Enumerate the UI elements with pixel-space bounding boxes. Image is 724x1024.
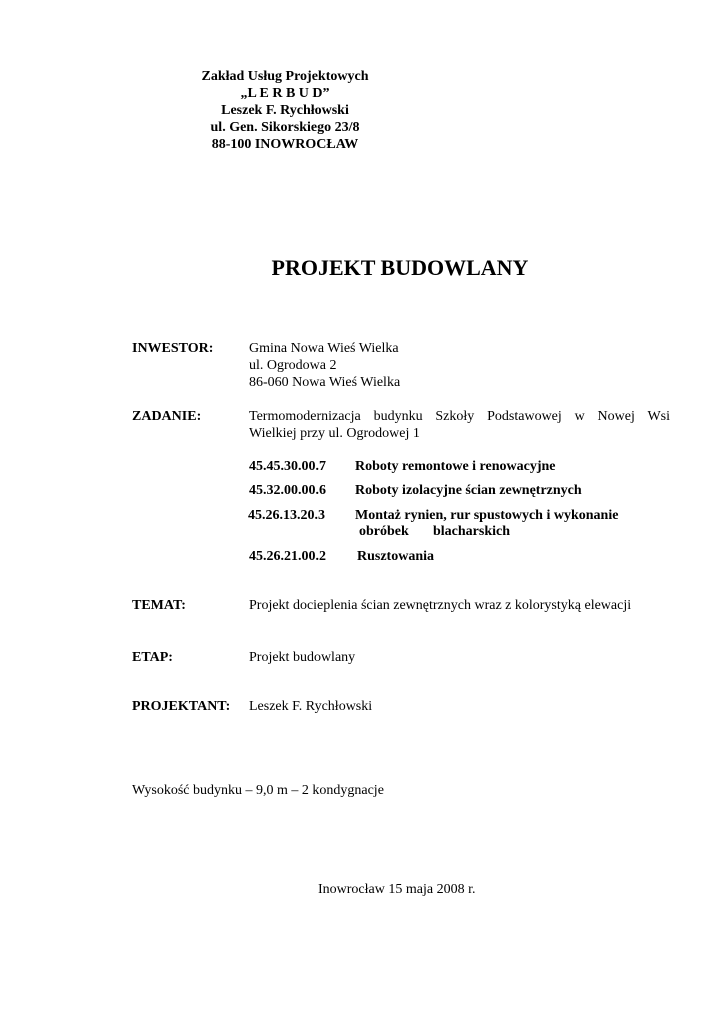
zadanie-line-2: Wielkiej przy ul. Ogrodowej 1	[249, 426, 420, 441]
projektant-value: Leszek F. Rychłowski	[249, 699, 373, 714]
zadanie-label: ZADANIE:	[132, 409, 202, 424]
inwestor-street: ul. Ogrodowa 2	[249, 358, 337, 373]
cpv-description-cont: obróbek	[359, 524, 409, 539]
temat-value: Projekt docieplenia ścian zewnętrznych wraz z kolorystyką elewacji	[249, 598, 632, 613]
cpv-description: Roboty remontowe i renowacyjne	[355, 459, 556, 474]
company-header	[170, 68, 400, 153]
cpv-code: 45.32.00.00.6	[249, 483, 326, 498]
company-name: Zakład Usług Projektowych	[201, 69, 369, 84]
cpv-code: 45.26.13.20.3	[248, 508, 325, 523]
cpv-description: Rusztowania	[357, 549, 435, 564]
cpv-code: 45.26.21.00.2	[249, 549, 326, 564]
etap-value: Projekt budowlany	[249, 650, 356, 665]
zadanie-line-1: Termomodernizacja budynku Szkoły Podstawowej w Nowej Wsi	[249, 409, 670, 424]
company-city: 88-100 INOWROCŁAW	[211, 137, 359, 152]
cpv-description-cont: blacharskich	[433, 524, 511, 539]
inwestor-label: INWESTOR:	[132, 341, 214, 356]
etap-label: ETAP:	[132, 650, 173, 665]
building-height-note: Wysokość budynku – 9,0 m – 2 kondygnacje	[132, 783, 384, 798]
cpv-description: Roboty izolacyjne ścian zewnętrznych	[355, 483, 582, 498]
document-date: Inowrocław 15 maja 2008 r.	[318, 882, 476, 897]
zadanie-description	[249, 408, 670, 442]
company-owner: Leszek F. Rychłowski	[221, 103, 349, 118]
inwestor-name: Gmina Nowa Wieś Wielka	[249, 341, 399, 356]
document-title: PROJEKT BUDOWLANY	[271, 255, 529, 280]
temat-label: TEMAT:	[132, 598, 186, 613]
projektant-label: PROJEKTANT:	[132, 699, 231, 714]
cpv-code: 45.45.30.00.7	[249, 459, 326, 474]
company-street: ul. Gen. Sikorskiego 23/8	[210, 120, 360, 135]
inwestor-city: 86-060 Nowa Wieś Wielka	[249, 375, 401, 390]
company-brand: „L E R B U D”	[240, 86, 330, 101]
cpv-description: Montaż rynien, rur spustowych i wykonanie	[355, 508, 619, 523]
